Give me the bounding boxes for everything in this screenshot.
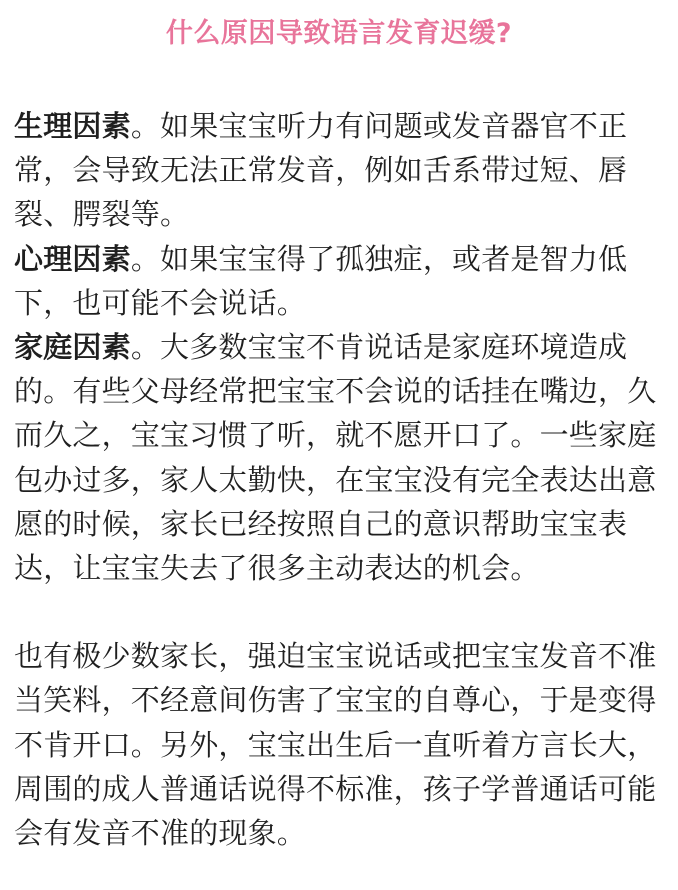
factor-label: 生理因素: [14, 109, 131, 143]
factor-label: 心理因素: [14, 241, 131, 276]
factor-text: 。大多数宝宝不肯说话是家庭环境造成的。有些父母经常把宝宝不会说的话挂在嘴边，久而久之，宝宝习惯了听，就不愿开口了。一些家庭包办过多，家人太勤快，在宝宝没有完全表达出意愿的时候，家长已经按照自己的意识帮助宝宝表达，让宝宝失去了很多主动表达的机会。: [14, 330, 657, 586]
factor-text: 。如果宝宝听力有问题或发音器官不正常，会导致无法正常发音，例如舌系带过短、唇裂、腭裂等。: [14, 109, 628, 232]
article-body: [14, 104, 669, 855]
factor-physiological: [14, 104, 669, 237]
closing-paragraph: 也有极少数家长，强迫宝宝说话或把宝宝发音不准当笑料，不经意间伤害了宝宝的自尊心，于是变得不肯开口。另外，宝宝出生后一直听着方言长大，周围的成人普通话说得不标准，孩子学普通话可能会有发音不准的现象。: [14, 639, 657, 851]
paragraph-gap: [14, 590, 669, 634]
article-title: 什么原因导致语言发育迟缓?: [165, 18, 513, 49]
factor-label: 家庭因素: [14, 330, 131, 365]
factor-text: 。如果宝宝得了孤独症，或者是智力低下，也可能不会说话。: [14, 241, 628, 320]
factor-family: [14, 325, 669, 590]
factor-psychological: [14, 237, 669, 325]
